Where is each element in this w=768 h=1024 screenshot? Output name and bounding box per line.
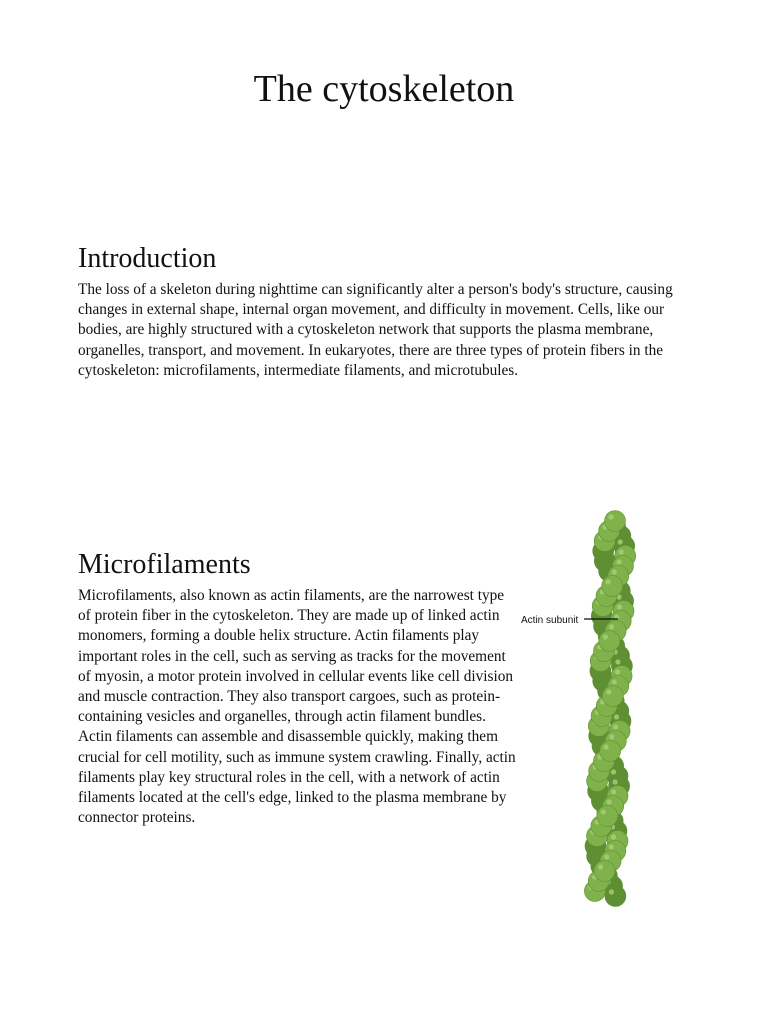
- actin-subunit-highlight: [609, 844, 614, 849]
- actin-subunit-highlight: [618, 539, 623, 544]
- actin-subunit-highlight: [616, 559, 621, 564]
- actin-subunit: [600, 741, 621, 762]
- actin-subunit: [599, 631, 620, 652]
- actin-subunits-group: [584, 511, 635, 907]
- actin-subunit-highlight: [609, 624, 614, 629]
- actin-subunit-highlight: [606, 579, 611, 584]
- actin-subunit-highlight: [609, 889, 614, 894]
- actin-subunit: [594, 861, 615, 882]
- actin-subunit-highlight: [611, 789, 616, 794]
- actin-subunit-highlight: [613, 724, 618, 729]
- page-title: The cytoskeleton: [253, 68, 515, 110]
- actin-subunit-highlight: [612, 569, 617, 574]
- microfilaments-paragraph: Microfilaments, also known as actin filaments, are the narrowest type of protein fiber in the cytoskeleton. They are made up of linked actin monomers, forming a double helix structure. Actin filaments play important roles in the cell, such as serving as tracks for the movement of myosin, a motor protein involved in cellular events like cell division and muscle contraction. They also transport cargoes, such as protein-containing vesicles and organelles, through actin filament bundles. Actin filaments can assemble and disassemble quickly, making them crucial for cell motility, such as immune system crawling. Finally, actin filaments play key structural roles in the cell, with a network of actin filaments located at the cell's edge, linked to the plasma membrane by connector proteins.: [78, 587, 516, 827]
- actin-filament-figure: [512, 505, 662, 915]
- actin-subunit: [597, 806, 618, 827]
- actin-subunit-highlight: [611, 834, 616, 839]
- actin-subunit-label: Actin subunit: [521, 615, 579, 626]
- actin-subunit-highlight: [608, 514, 613, 519]
- actin-subunit-highlight: [615, 669, 620, 674]
- actin-subunit-highlight: [601, 809, 606, 814]
- actin-subunit-highlight: [604, 744, 609, 749]
- section-heading-introduction: Introduction: [78, 243, 217, 274]
- actin-subunit: [602, 576, 623, 597]
- actin-subunit-highlight: [617, 604, 622, 609]
- actin-subunit-highlight: [603, 634, 608, 639]
- actin-subunit-highlight: [615, 659, 620, 664]
- actin-subunit-highlight: [606, 689, 611, 694]
- actin-subunit-highlight: [612, 679, 617, 684]
- section-heading-microfilaments: Microfilaments: [78, 549, 251, 580]
- actin-subunit: [605, 511, 626, 532]
- actin-subunit-highlight: [614, 714, 619, 719]
- actin-subunit-highlight: [619, 549, 624, 554]
- introduction-paragraph: The loss of a skeleton during nighttime can significantly alter a person's body's structure, causing changes in external shape, internal organ movement, and difficulty in movement. Cells, like our bodies, are highly structured with a cytoskeleton network that supports the plasma membrane, organelles, transport, and movement. In eukaryotes, there are three types of protein fibers in the cytoskeleton: microfilaments, intermediate filaments, and microtubules.: [78, 281, 673, 379]
- actin-subunit-highlight: [604, 854, 609, 859]
- actin-subunit: [602, 686, 623, 707]
- actin-subunit: [605, 886, 626, 907]
- actin-subunit-highlight: [598, 864, 603, 869]
- actin-subunit-highlight: [609, 734, 614, 739]
- actin-subunit-highlight: [613, 779, 618, 784]
- actin-subunit-highlight: [611, 769, 616, 774]
- actin-subunit-highlight: [607, 799, 612, 804]
